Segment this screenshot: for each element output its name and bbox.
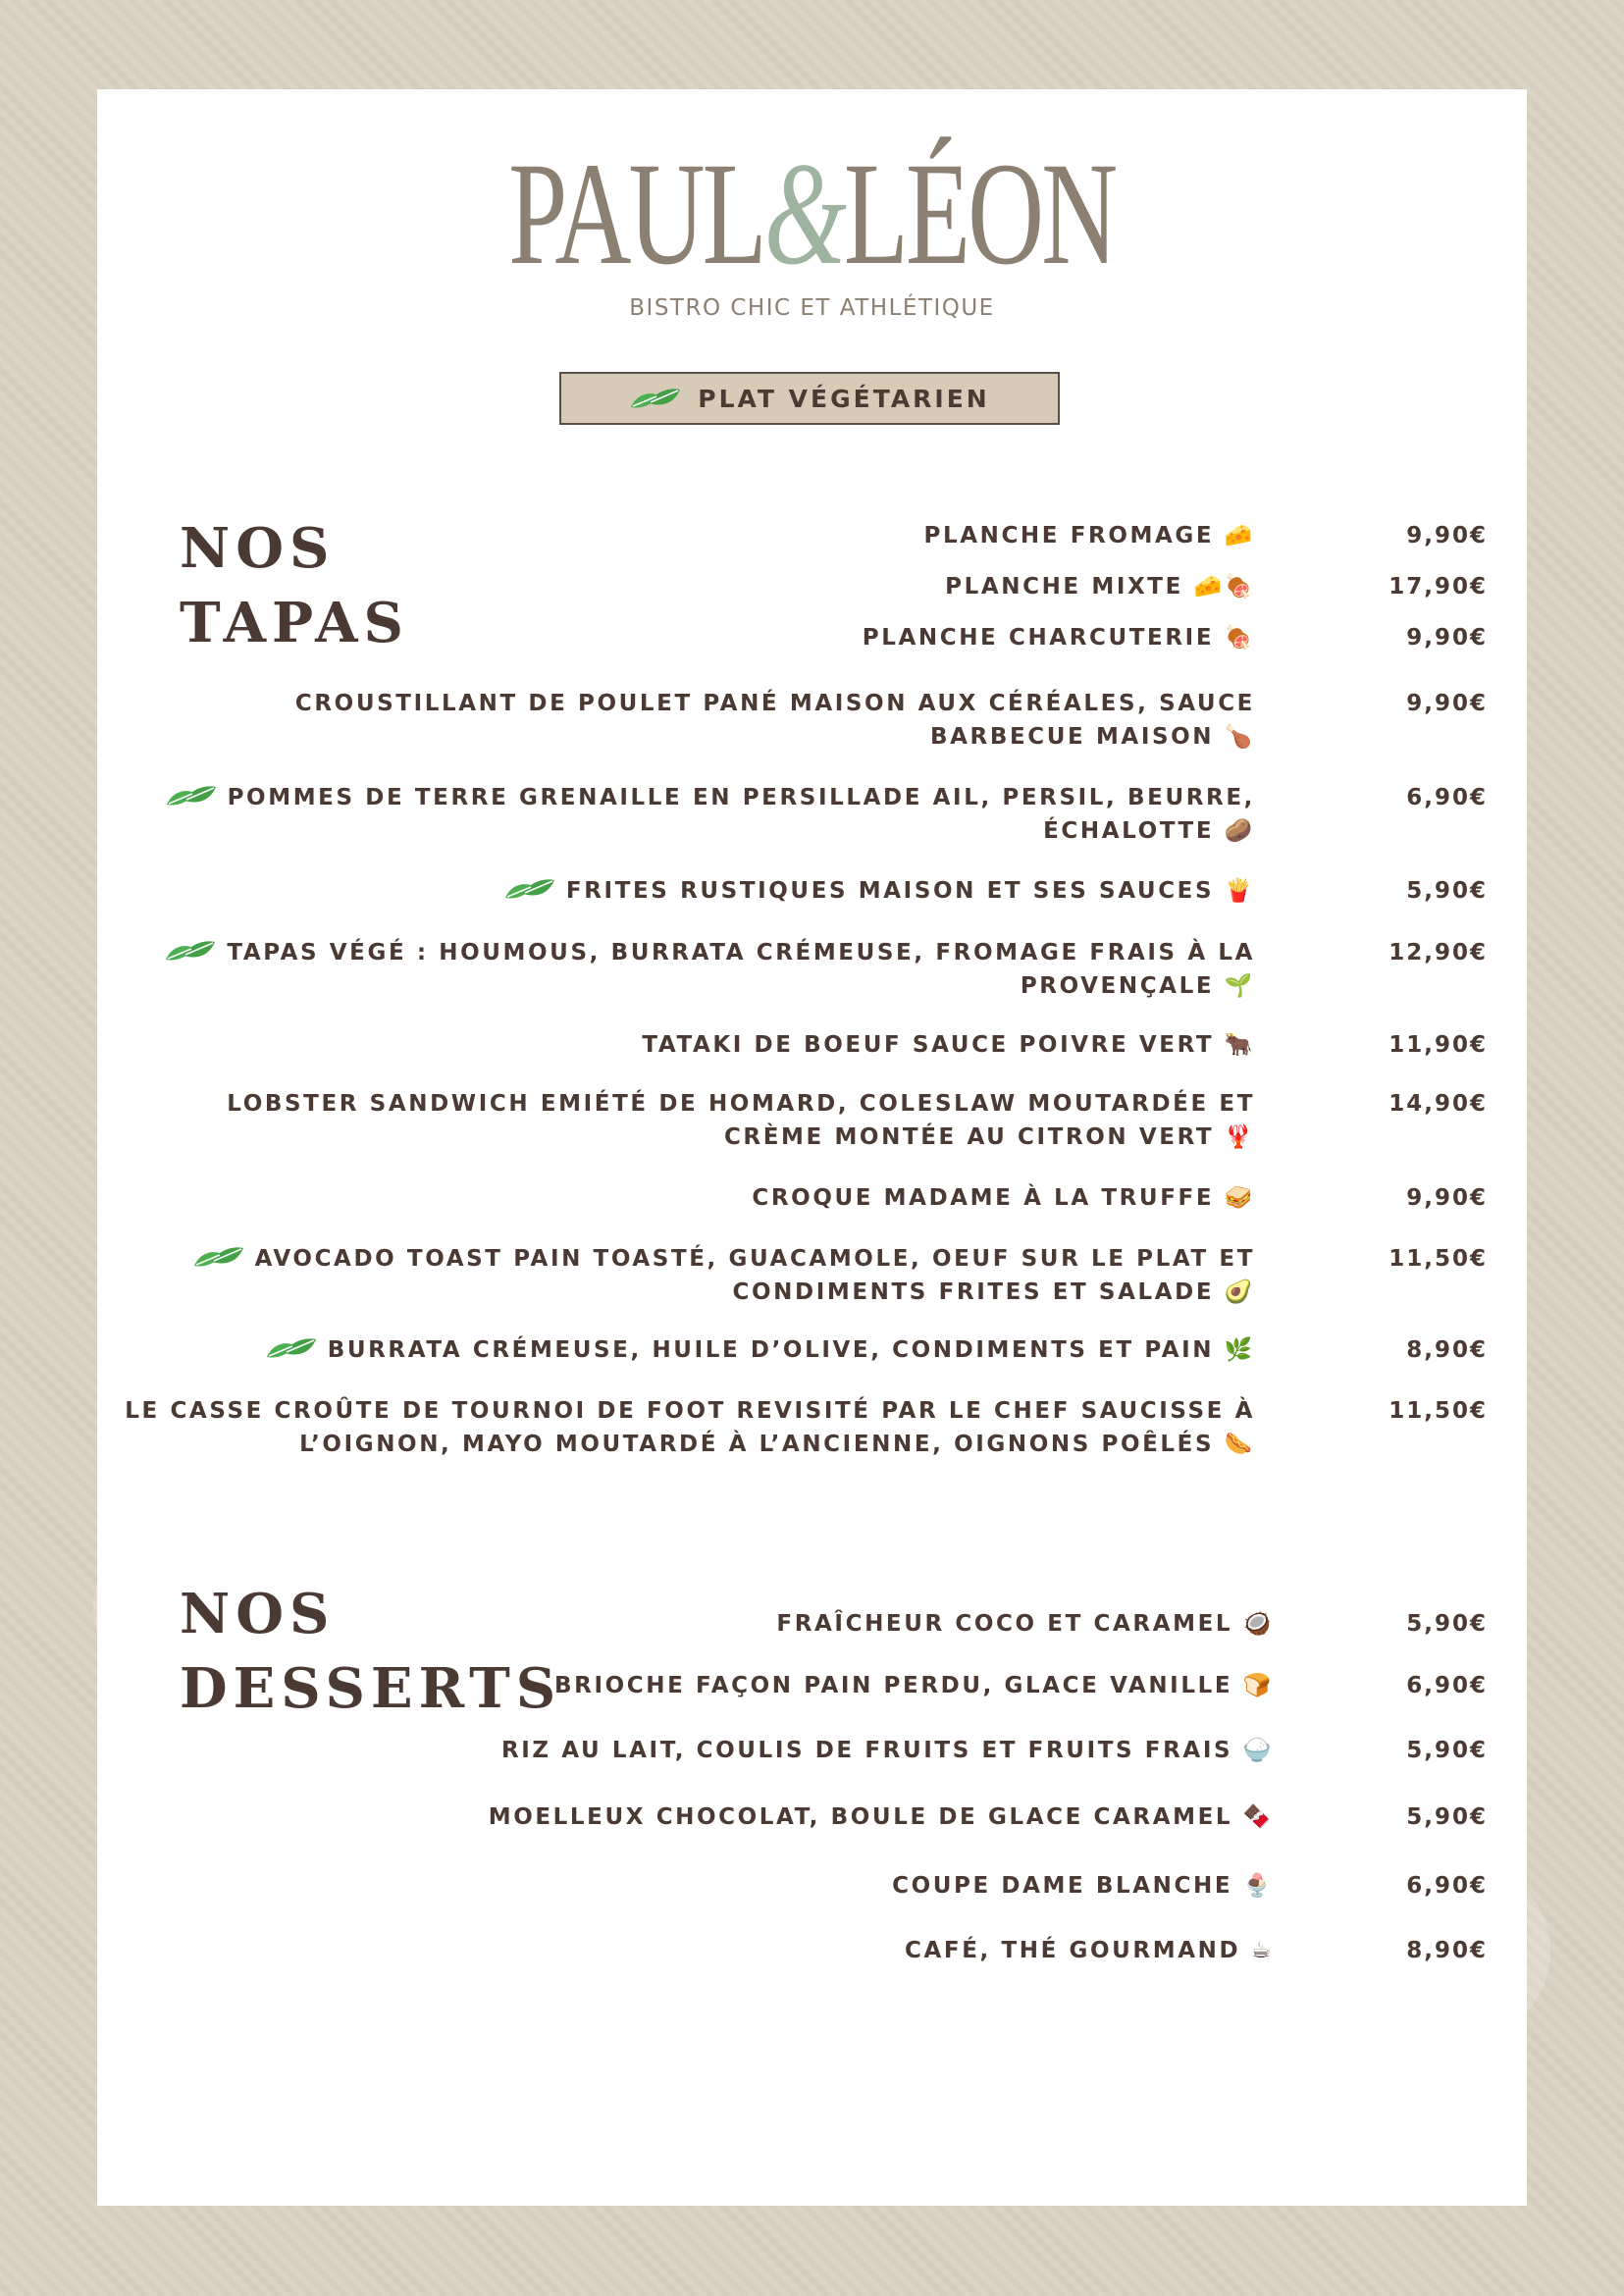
desserts-title-line1: NOS <box>180 1582 336 1646</box>
desserts-item-name <box>501 1734 1274 1767</box>
desserts-item-price: 8,90€ <box>1406 1938 1488 1963</box>
item-name-line1: AVOCADO TOAST PAIN TOASTÉ, GUACAMOLE, OEUF SUR LE PLAT ET <box>254 1246 1255 1272</box>
tapas-item-price: 9,90€ <box>1406 691 1488 716</box>
item-name-line1: BRIOCHE FAÇON PAIN PERDU, GLACE VANILLE 🍞 <box>554 1673 1274 1698</box>
item-name-line1: FRAÎCHEUR COCO ET CARAMEL 🥥 <box>776 1611 1274 1637</box>
leaf-icon <box>629 386 682 411</box>
item-name-line2: CRÈME MONTÉE AU CITRON VERT 🦞 <box>723 1124 1255 1150</box>
vegetarian-leaf-icon <box>265 1335 318 1361</box>
tapas-item-name <box>228 781 1255 848</box>
item-name-line1: BURRATA CRÉMEUSE, HUILE D’OLIVE, CONDIMENTS ET PAIN 🌿 <box>327 1337 1255 1363</box>
tapas-item-name <box>295 687 1255 754</box>
logo-wordmark <box>508 132 1116 295</box>
tapas-item-name <box>255 1242 1255 1309</box>
desserts-item <box>776 1607 1274 1641</box>
desserts-item-name <box>554 1669 1274 1702</box>
item-name-line1: MOELLEUX CHOCOLAT, BOULE DE GLACE CARAMEL 🍫 <box>488 1804 1274 1830</box>
item-name-line1: CAFÉ, THÉ GOURMAND ☕ <box>905 1938 1274 1963</box>
desserts-item-name <box>776 1607 1274 1641</box>
tapas-item-price: 6,90€ <box>1406 785 1488 810</box>
item-name-line1: LE CASSE CROÛTE DE TOURNOI DE FOOT REVISITÉ PAR LE CHEF SAUCISSE À <box>125 1398 1255 1424</box>
tagline: BISTRO CHIC ET ATHLÉTIQUE <box>629 295 995 321</box>
desserts-item <box>501 1734 1274 1767</box>
logo <box>97 132 1527 321</box>
item-name-line2: BARBECUE MAISON 🍗 <box>929 724 1255 750</box>
item-name-line1: LOBSTER SANDWICH EMIÉTÉ DE HOMARD, COLESLAW MOUTARDÉE ET <box>227 1091 1255 1117</box>
desserts-item-price: 5,90€ <box>1406 1738 1488 1763</box>
item-name-line1: FRITES RUSTIQUES MAISON ET SES SAUCES 🍟 <box>565 878 1255 904</box>
tapas-item-price: 14,90€ <box>1388 1091 1488 1117</box>
tapas-item-price: 8,90€ <box>1406 1337 1488 1363</box>
tapas-item-price: 17,90€ <box>1388 574 1488 600</box>
item-name-line1: COUPE DAME BLANCHE 🍨 <box>892 1873 1274 1899</box>
logo-name-right: LÉON <box>844 132 1116 295</box>
desserts-title-line2: DESSERTS <box>180 1656 562 1721</box>
logo-ampersand: & <box>764 132 845 295</box>
tapas-item <box>165 781 1255 848</box>
vegetarian-leaf-icon <box>164 938 217 964</box>
item-name-line2: L’OIGNON, MAYO MOUTARDÉ À L’ANCIENNE, OIGNONS POÊLÉS 🌭 <box>299 1432 1255 1457</box>
item-name-line1: TAPAS VÉGÉ : HOUMOUS, BURRATA CRÉMEUSE, FROMAGE FRAIS À LA <box>227 940 1255 965</box>
desserts-title <box>180 1577 561 1726</box>
tapas-item <box>295 687 1255 754</box>
item-name-line2: PROVENÇALE 🌱 <box>1020 973 1255 999</box>
tapas-title-line2: TAPAS <box>180 591 409 655</box>
tapas-item <box>863 621 1255 654</box>
tapas-item <box>752 1181 1255 1215</box>
desserts-item <box>554 1669 1274 1702</box>
tapas-item-name <box>945 570 1255 603</box>
item-name-line1: RIZ AU LAIT, COULIS DE FRUITS ET FRUITS FRAIS 🍚 <box>500 1738 1274 1763</box>
tapas-item <box>125 1394 1255 1461</box>
tapas-item <box>642 1028 1255 1062</box>
tapas-item <box>265 1333 1255 1367</box>
item-name-line1: PLANCHE MIXTE 🧀🍖 <box>945 574 1255 600</box>
logo-name-left: PAUL <box>508 132 765 295</box>
tapas-item-price: 9,90€ <box>1406 1185 1488 1211</box>
item-name-line1: PLANCHE CHARCUTERIE 🍖 <box>862 625 1255 651</box>
tapas-item-name <box>125 1394 1255 1461</box>
tapas-item-name <box>328 1333 1255 1367</box>
vegetarian-legend-label: PLAT VÉGÉTARIEN <box>698 384 990 413</box>
tapas-item-price: 11,90€ <box>1388 1032 1488 1058</box>
vegetarian-leaf-icon <box>503 876 556 902</box>
desserts-item <box>905 1934 1274 1967</box>
tapas-item <box>227 1087 1255 1154</box>
desserts-item <box>892 1869 1274 1903</box>
item-name-line1: POMMES DE TERRE GRENAILLE EN PERSILLADE AIL, PERSIL, BEURRE, <box>227 785 1255 810</box>
item-name-line2: CONDIMENTS FRITES ET SALADE 🥑 <box>732 1279 1255 1305</box>
desserts-item-name <box>489 1800 1274 1834</box>
desserts-item <box>489 1800 1274 1834</box>
item-name-line1: PLANCHE FROMAGE 🧀 <box>923 523 1255 548</box>
tapas-item-name <box>923 519 1255 552</box>
tapas-item-price: 11,50€ <box>1388 1398 1488 1424</box>
tapas-item-name <box>227 936 1255 1003</box>
item-name-line1: CROQUE MADAME À LA TRUFFE 🥪 <box>752 1185 1255 1211</box>
tapas-item-name <box>227 1087 1255 1154</box>
desserts-item-price: 5,90€ <box>1406 1804 1488 1830</box>
tapas-title <box>180 511 409 660</box>
item-name-line1: TATAKI DE BOEUF SAUCE POIVRE VERT 🐂 <box>642 1032 1255 1058</box>
tapas-item-name <box>566 874 1255 908</box>
desserts-item-price: 6,90€ <box>1406 1673 1488 1698</box>
vegetarian-leaf-icon <box>192 1244 245 1270</box>
desserts-item-price: 5,90€ <box>1406 1611 1488 1637</box>
tapas-item-price: 11,50€ <box>1388 1246 1488 1272</box>
tapas-item <box>192 1242 1255 1309</box>
desserts-item-name <box>892 1869 1274 1903</box>
menu-page <box>97 89 1527 2206</box>
tapas-item <box>164 936 1255 1003</box>
vegetarian-legend <box>559 372 1060 425</box>
desserts-item-price: 6,90€ <box>1406 1873 1488 1899</box>
desserts-item-name <box>905 1934 1274 1967</box>
tapas-item <box>503 874 1255 908</box>
item-name-line2: ÉCHALOTTE 🥔 <box>1043 818 1255 844</box>
tapas-item-name <box>642 1028 1255 1062</box>
tapas-item-price: 5,90€ <box>1406 878 1488 904</box>
tapas-item-price: 9,90€ <box>1406 523 1488 548</box>
tapas-title-line1: NOS <box>180 516 336 581</box>
tapas-item <box>923 519 1255 552</box>
tapas-item-price: 12,90€ <box>1388 940 1488 965</box>
item-name-line1: CROUSTILLANT DE POULET PANÉ MAISON AUX CÉRÉALES, SAUCE <box>294 691 1255 716</box>
vegetarian-leaf-icon <box>165 783 218 809</box>
tapas-item <box>945 570 1255 603</box>
tapas-item-price: 9,90€ <box>1406 625 1488 651</box>
tapas-item-name <box>863 621 1255 654</box>
tapas-item-name <box>752 1181 1255 1215</box>
